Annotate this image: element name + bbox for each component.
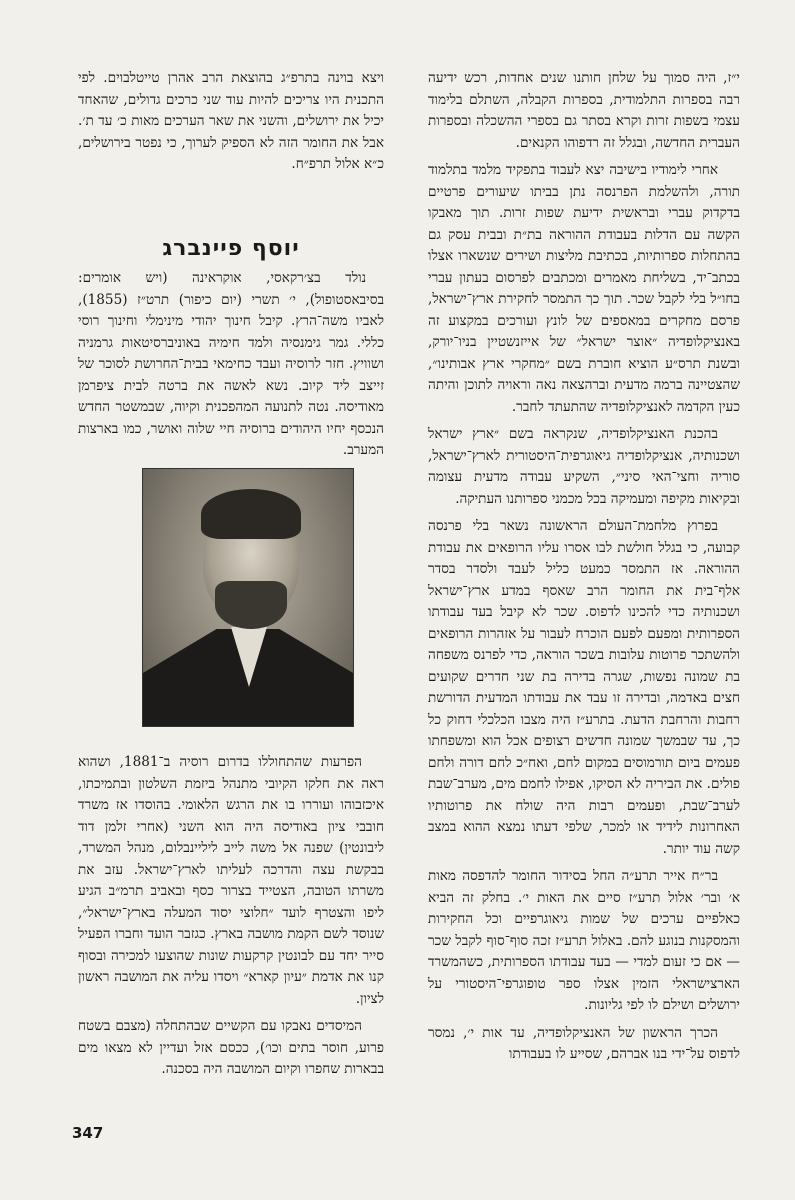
paragraph: בהכנת האנציקלופדיה, שנקראה בשם ״ארץ ישראל ושכנותיה, אנציקלופדיה גיאוגרפית־היסטורית לארץ־ישראל, סוריה וחצי־האי סיני״, השקיע עבודה מדעית עצומה ובקיאות מקיפה ומעמיקה בכל מכמני ספרותנו העתיקה. <box>428 426 740 507</box>
paragraph: י״ז, היה סמוך על שלחן חותנו שנים אחדות, רכש ידיעה רבה בספרות התלמודית, בספרות הקבלה, השתלם בלימוד עצמי בשפות זרות וקרא בסתר גם בספרי ההשכלה ובספרות העברית החדשה, ובגלל זה רדפוהו הקנאים. <box>428 70 740 151</box>
biography-paragraph <box>78 268 384 462</box>
paragraph: בפרוץ מלחמת־העולם הראשונה נשאר בלי פרנסה קבועה, כי בגלל חולשת לבו אסרו עליו הרופאים את עבודת ההוראה. אז התמסר כמעט כליל לעבד ולסדר בסדר אלף־בית את החומר הרב שאסף במדע ארץ־ישראל ושכנותיה כדי להכינו לדפוס. שכר לא קיבל בעד עבודתו הספרותית ומפעם לפעם הוכרח לעבור על אזהרות הרופאים ולהשתכר פרוטות עלובות בשכר הוראה, כדי לפרנס משפחה בת שמונה נפשות, שגרה בדירה בת שני חדרים שקועים חצים באדמה, ובדירה זו עבד את עבודתו המדעית הדורשת רחבות והרחבת הדעת. בתרע״ז היה מצבו הכלכלי דחוק כל כך, עד שבמשך שמונה חדשים רצופים אכל הוא ומשפחתו פעמים ביום תורמוסים במקום לחם, ואח״כ לחם דורה ולחם פולים. את הביריה לא הסיקו, אפילו לחמם מים, מערב־שבת לערב־שבת, ופעמים רבות היה שולח את פרוטותיו האחרונות לידיד או למכר, שלפי דעתו נמצא ההוא במצב קשה עוד יותר. <box>428 518 740 857</box>
paragraph: ויצא בוינה בתרפ״ג בהוצאת הרב אהרן טייטלבוים. לפי התכנית היו צריכים להיות עוד שני כרכים גדולים, שהאחד יכיל את ירושלים, והשני את שאר הערכים מאות כ׳ עד ת׳. אבל את החומר הזה לא הספיק לערוך, כי נפטר בירושלים, כ״א אלול תרפ״ח. <box>78 70 384 172</box>
paragraph: הפרעות שהתחוללו בדרום רוסיה ב־1881, ושהוא ראה את חלקו הקיובי מתנהל ביזמת השלטון ובתמיכתו, איכזבוהו ועוררו בו את הרגש הלאומי. בהוסדו אז משרד חובבי ציון באודיסה היה הוא השני (אחרי זלמן דוד ליבונטין) שפנה אל משה לייב ליליינבלום, מנהל המשרד, בבקשת עצה והדרכה לעליתו לארץ־ישראל. עזב את משרתו הטובה, הצטייד בצרור כסף ובאביב תרמ״ב הגיע ליפו והצטרף לועד ״חלוצי יסוד המעלה בארץ־ישראל״, שנוסד לשם הקמת מושבה בארץ. כגזבר הועד וחברו הפעיל סייר יחד עם לבונטין קרקעות שונות שהוצעו למכירה ובסוף קנו את אדמת ״עיון קארא״ ויסדו עליה את המושבה ראשון לציון. <box>78 754 384 1007</box>
right-column <box>428 68 740 1072</box>
left-column-top <box>78 68 384 182</box>
portrait-beard <box>215 581 287 629</box>
paragraph: אחרי לימודיו בישיבה יצא לעבוד בתפקיד מלמד בתלמוד תורה, ולהשלמת הפרנסה נתן בביתו שיעורים פרטיים בדקדוק עברי ובראשית ידיעת שפות זרות. תוך מאבקו הקשה עם הדלות בעבודת ההוראה בת״ת ובבית עסק גם בהתחלות ספרותיות, בכתיבת מליצות ושירים שנשארו אצלו בכתב־יד, בשליחת מאמרים ומכתבים לפרסום בעתון עברי בחו״ל בלי לקבל שכר. תוך כך התמסר לחקירת ארץ־ישראל, פרסם מחקרים במאספים של לונץ ועורכים במקצוע זה באנציקלופדיה ״אוצר ישראל״ של אייזנשטיין בניו־יורק, ובשנת תרס״ע הוציא חוברת בשם ״מחקרי ארץ אבותינו״, שהצטיינה ברמה מדעית וברהצאה נאה וראויה לתוכן והיתה כעין הקדמה לאנציקלופדיה שהתעתד לחבר. <box>428 162 740 415</box>
portrait-hair <box>201 489 301 539</box>
portrait-photo <box>142 468 354 727</box>
paragraph: הכרך הראשון של האנציקלופדיה, עד אות י׳, נמסר לדפוס על־ידי בנו אברהם, שסייע לו בעבודתו <box>428 1024 740 1062</box>
article-heading: יוסף פיינברג <box>162 236 300 261</box>
paragraph: בר״ח אייר תרע״ה החל בסידור החומר להדפסה מאות א׳ ובר׳ אלול תרע״ז סיים את האות י׳. בחלק זה הביא כאלפיים ערכים של שמות גיאוגרפיים וכל החקירות והמסקנות בנוגע להם. באלול תרע״ז זכה סוף־סוף לקבל שכר — אם כי זעום למדי — בעד עבודתו הספרותית, כשהמשרד הארצישראלי הזמין אצלו ספר טופוגרפי־היסטורי על ירושלים ושילם לו לפי גליונות. <box>428 868 740 1013</box>
paragraph: המיסדים נאבקו עם הקשיים שבהתחלה (מצבם בשטח פרוע, חוסר בתים וכו׳), ככסם אזל ועדיין לא מצאו מים בבארות שחפרו וקיום המושבה היה בסכנה. <box>78 1018 384 1077</box>
left-column-bottom <box>78 752 384 1087</box>
paragraph: נולד בצ׳רקאסי, אוקראינה (ויש אומרים: בסיבאסטופול), י׳ תשרי (יום כיפור) תרט״ז (1855), לאביו משה־הרץ. קיבל חינוך יהודי מינימלי וחינוך רוסי כללי. גמר גימנסיה ולמד חימיה באוניברסיטאות גרמניה ושוויץ. חזר לרוסיה ועבד כחימאי בבית־החרושת לסוכר של זייצב ליד קיוב. נשא לאשה את ברטה לבית ציפרמן מאודיסה. נטה לתנועה המהפכנית וקיוה, שבמשטר החדש הנכסף יחיו היהודים ברוסיה חיי שלוה ואושר, כמו בארצות המערב. <box>78 270 384 458</box>
page-number: 347 <box>72 1124 104 1142</box>
